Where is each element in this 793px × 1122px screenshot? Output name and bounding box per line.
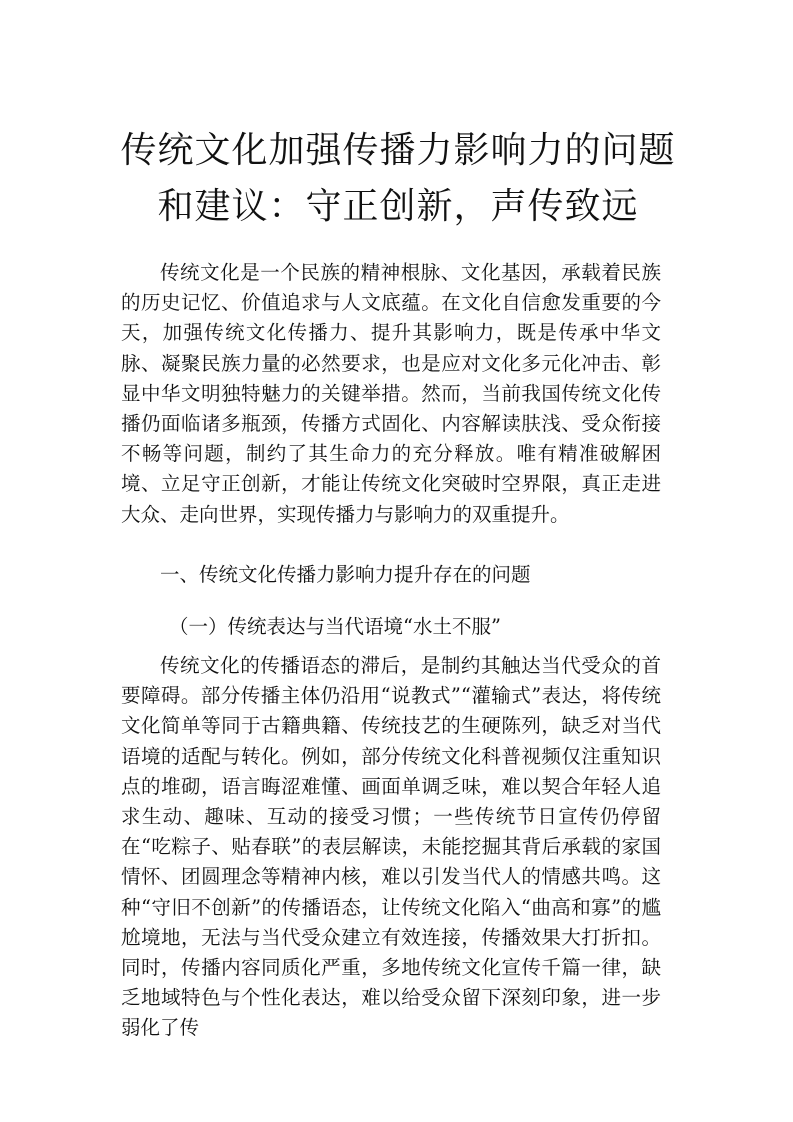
- body-paragraph: 传统文化的传播语态的滞后，是制约其触达当代受众的首要障碍。部分传播主体仍沿用“说教式”“灌输式”表达，将传统文化简单等同于古籍典籍、传统技艺的生硬陈列，缺乏对当代语境的适配与转化。例如，部分传统文化科普视频仅注重知识点的堆砌，语言晦涩难懂、画面单调乏味，难以契合年轻人追求生动、趣味、互动的接受习惯；一些传统节日宣传仍停留在“吃粽子、贴春联”的表层解读，未能挖掘其背后承载的家国情怀、团圆理念等精神内核，难以引发当代人的情感共鸣。这种“守旧不创新”的传播语态，让传统文化陷入“曲高和寡”的尴尬境地，无法与当代受众建立有效连接，传播效果大打折扣。同时，传播内容同质化严重，多地传统文化宣传千篇一律，缺乏地域特色与个性化表达，难以给受众留下深刻印象，进一步弱化了传: [121, 654, 661, 1040]
- subsection-heading: （一）传统表达与当代语境“水土不服”: [169, 615, 501, 638]
- intro-paragraph: 传统文化是一个民族的精神根脉、文化基因，承载着民族的历史记忆、价值追求与人文底蕴。在文化自信愈发重要的今天，加强传统文化传播力、提升其影响力，既是传承中华文脉、凝聚民族力量的必然要求，也是应对文化多元化冲击、彰显中华文明独特魅力的关键举措。然而，当前我国传统文化传播仍面临诸多瓶颈，传播方式固化、内容解读肤浅、受众衔接不畅等问题，制约了其生命力的充分释放。唯有精准破解困境、立足守正创新，才能让传统文化突破时空界限，真正走进大众、走向世界，实现传播力与影响力的双重提升。: [121, 261, 661, 526]
- section-heading: 一、传统文化传播力影响力提升存在的问题: [160, 563, 531, 586]
- document-title: 传统文化加强传播力影响力的问题和建议：守正创新，声传致远: [120, 130, 676, 227]
